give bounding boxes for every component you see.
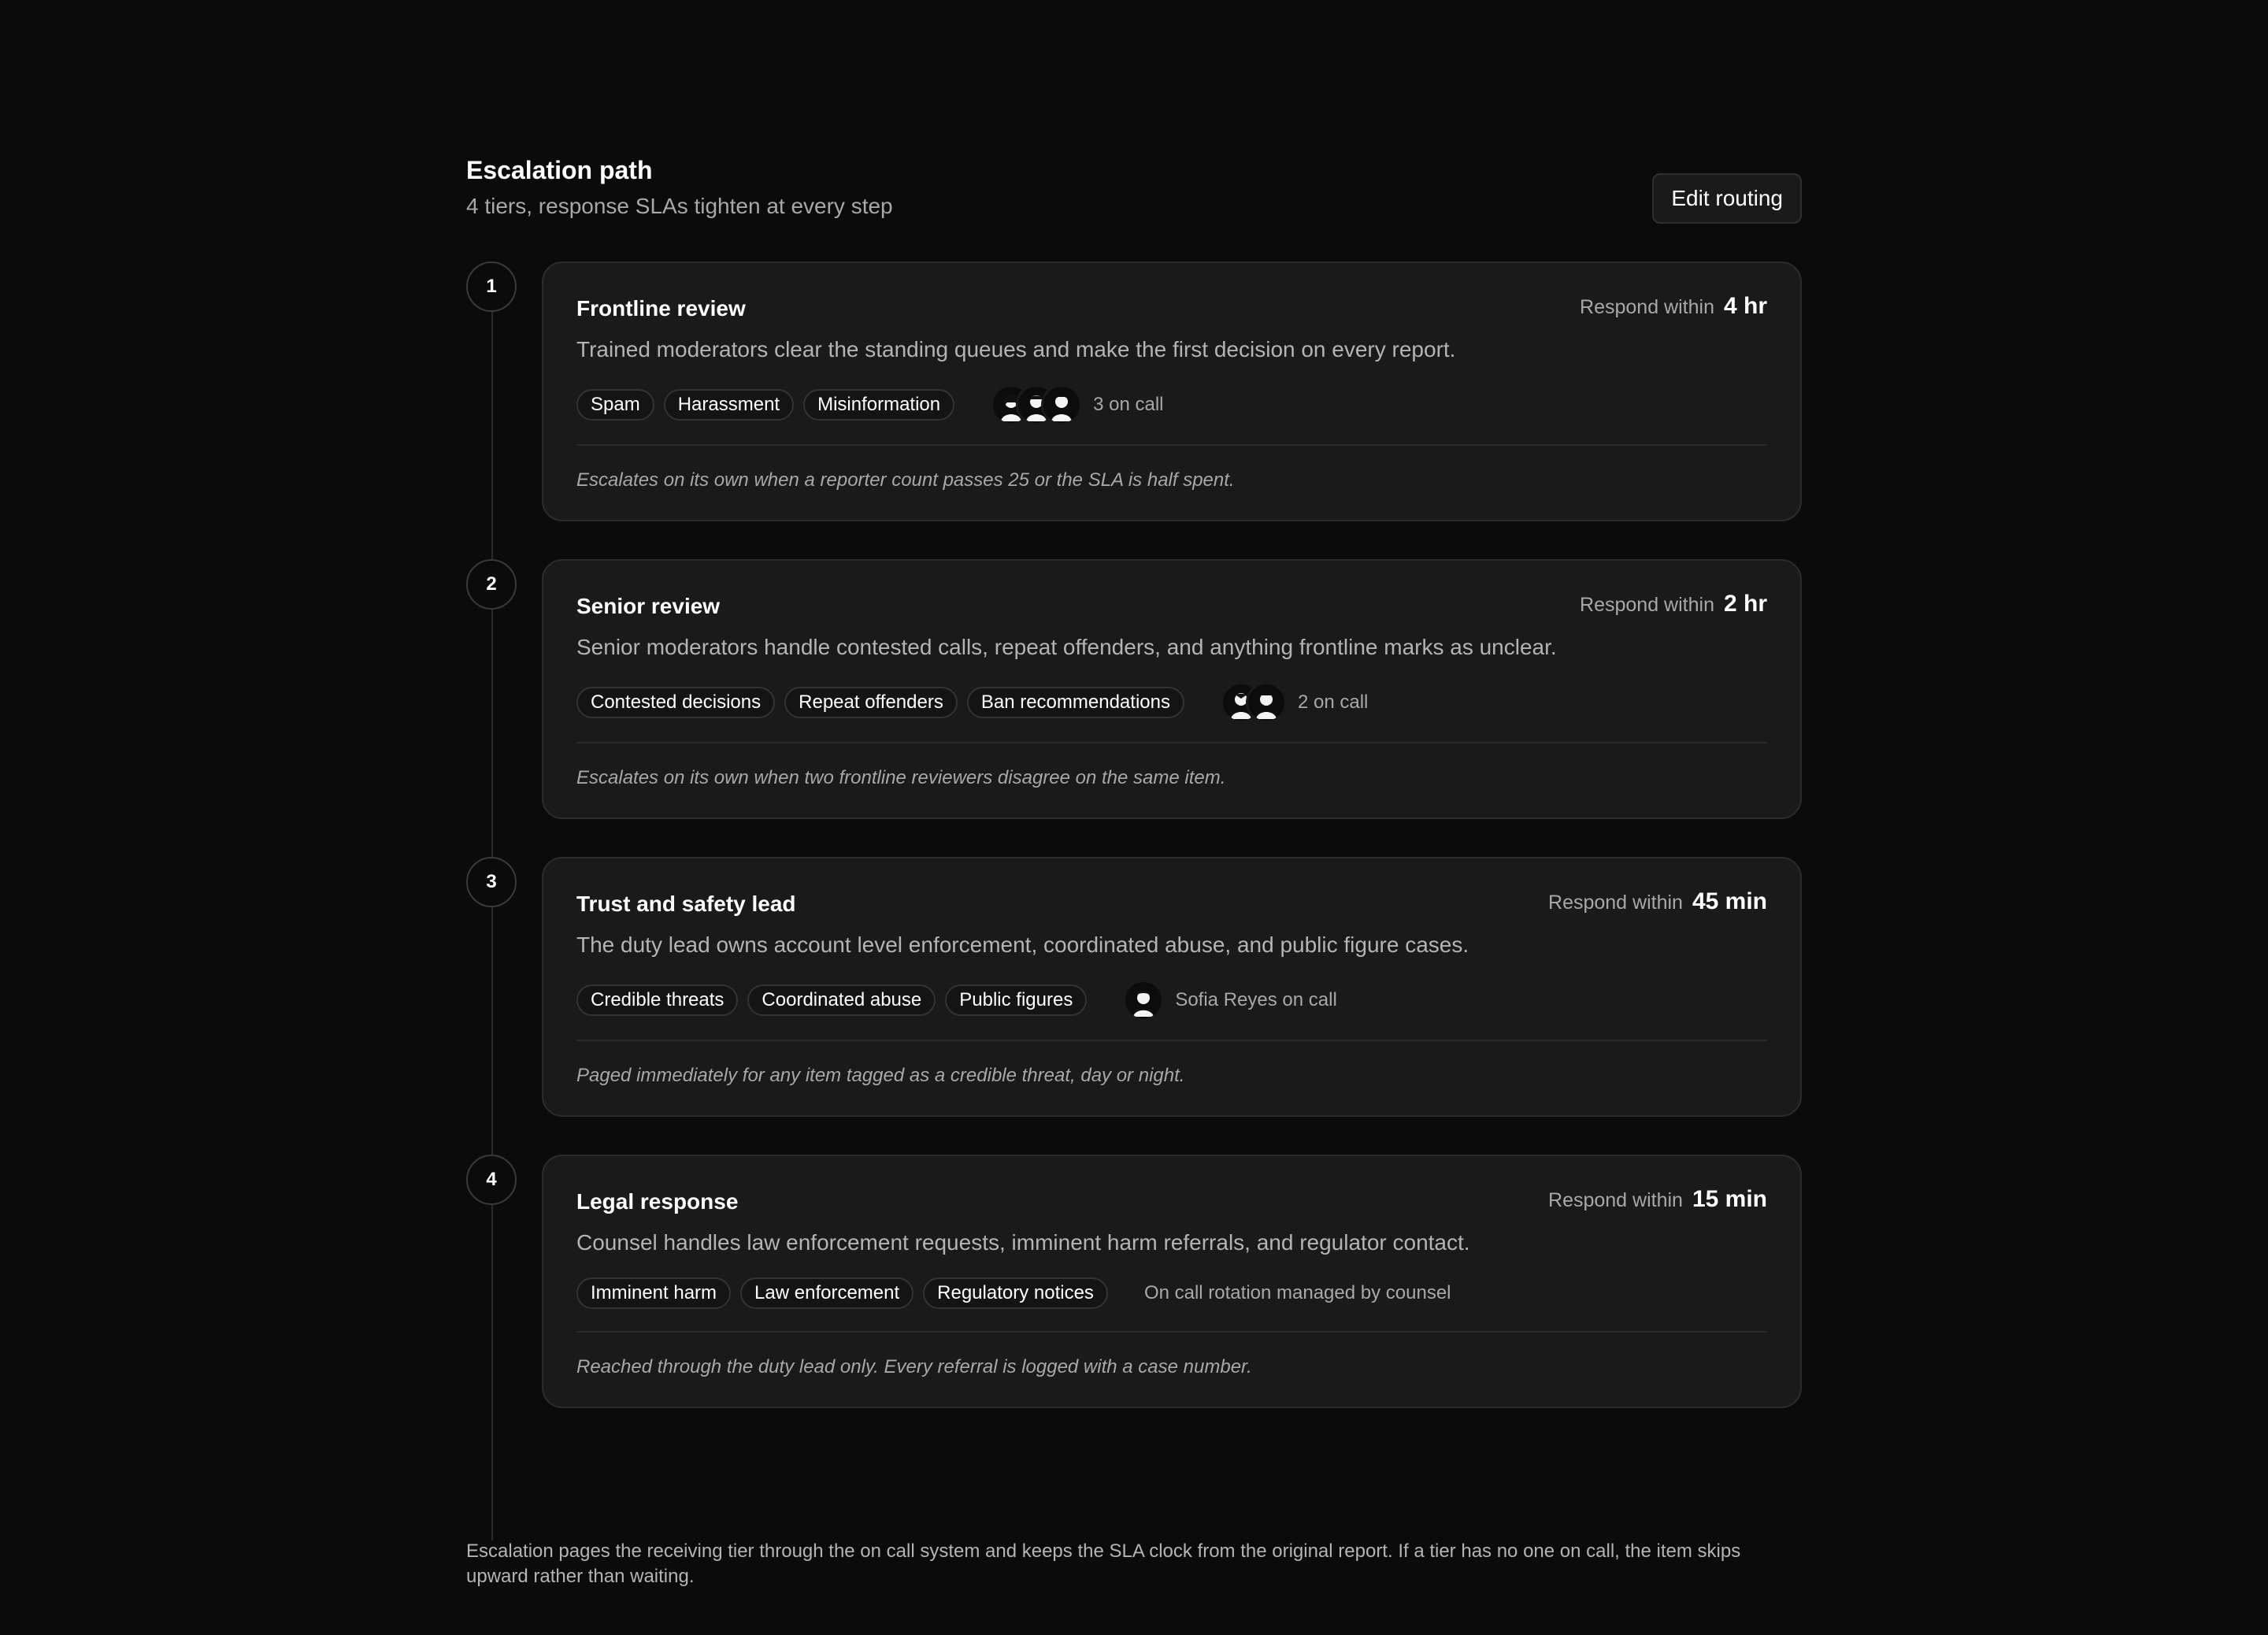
sla-value: 2 hr [1723,591,1767,617]
oncall-rotation: On call rotation managed by counsel [1143,1282,1451,1303]
tier-card [542,1155,1802,1408]
tier-card [542,559,1802,819]
tag-regulatory-notices: Regulatory notices [923,1277,1108,1309]
tag-credible-threats: Credible threats [576,984,738,1016]
oncall-group [1123,980,1336,1021]
tag-list [576,983,1337,1018]
tag-repeat-offenders: Repeat offenders [784,687,958,718]
tag-public-figures: Public figures [945,984,1087,1016]
oncall-group [1144,1282,1451,1304]
tier-description: Trained moderators clear the standing queues and make the first decision on every report. [576,337,1456,361]
escalation-note: Reached through the duty lead only. Every referral is logged with a case number. [576,1356,1252,1377]
tier-number-badge: 2 [466,559,517,610]
oncall-count: 2 on call [1297,691,1369,713]
sla-label: Respond within [1580,296,1714,318]
tier-card [542,857,1802,1117]
tier-title: Trust and safety lead [576,892,796,916]
tier-description: Counsel handles law enforcement requests, imminent harm referrals, and regulator contact. [576,1230,1470,1255]
escalation-note: Escalates on its own when two frontline reviewers disagree on the same item. [576,767,1226,788]
tag-spam: Spam [576,389,654,421]
lead-avatar-icon[interactable] [1123,980,1164,1021]
tier-number-badge: 3 [466,857,517,907]
tag-list [576,1276,1451,1311]
panel-header [466,154,1802,221]
escalation-note: Paged immediately for any item tagged as a credible threat, day or night. [576,1065,1185,1086]
tag-contested-decisions: Contested decisions [576,687,775,718]
oncall-group [1221,682,1368,723]
tier-title: Legal response [576,1189,739,1214]
avatar-stack [1123,980,1164,1021]
tag-coordinated-abuse: Coordinated abuse [747,984,936,1016]
card-divider [576,1331,1767,1333]
sla-label: Respond within [1548,1189,1683,1211]
avatar-stack [991,384,1082,425]
oncall-count: 3 on call [1093,394,1164,415]
card-divider [576,1040,1767,1041]
sla-label: Respond within [1548,892,1683,914]
tier-3 [466,857,1802,1117]
sla-block [1580,293,1767,320]
escalation-panel [466,154,1802,1587]
tier-title: Senior review [576,594,721,618]
tier-2 [466,559,1802,819]
tag-law-enforcement: Law enforcement [740,1277,914,1309]
tag-list [576,387,1164,422]
edit-routing-button[interactable]: Edit routing [1652,173,1802,224]
card-divider [576,444,1767,446]
tag-harassment: Harassment [664,389,794,421]
tier-title: Frontline review [576,296,746,321]
tier-number-badge: 4 [466,1155,517,1205]
tag-ban-recommendations: Ban recommendations [967,687,1184,718]
sla-block [1580,591,1767,617]
tag-imminent-harm: Imminent harm [576,1277,731,1309]
tier-number-badge: 1 [466,261,517,312]
moderator-avatar-icon[interactable] [1041,384,1082,425]
footer-note: Escalation pages the receiving tier through the on call system and keeps the SLA clock from the original report. If a tier has no one on call, the item skips upward rather than waiting. [466,1540,1741,1587]
sla-value: 45 min [1692,888,1767,914]
tier-card [542,261,1802,521]
page-title: Escalation path [466,156,653,184]
sla-block [1548,1186,1767,1213]
sla-block [1548,888,1767,915]
tier-description: Senior moderators handle contested calls, repeat offenders, and anything frontline marks as unclear. [576,635,1557,659]
tier-4 [466,1155,1802,1408]
escalation-note: Escalates on its own when a reporter count passes 25 or the SLA is half spent. [576,469,1235,491]
sla-label: Respond within [1580,594,1714,616]
sla-value: 4 hr [1723,293,1767,319]
senior-avatar-icon[interactable] [1246,682,1287,723]
tag-list [576,685,1368,720]
tag-misinformation: Misinformation [803,389,954,421]
oncall-person: Sofia Reyes on call [1175,989,1337,1010]
sla-value: 15 min [1692,1186,1767,1212]
tier-1 [466,261,1802,521]
avatar-stack [1221,682,1287,723]
tier-description: The duty lead owns account level enforcement, coordinated abuse, and public figure cases. [576,932,1469,957]
card-divider [576,742,1767,743]
oncall-group [991,384,1163,425]
page-subtitle: 4 tiers, response SLAs tighten at every step [466,194,893,218]
